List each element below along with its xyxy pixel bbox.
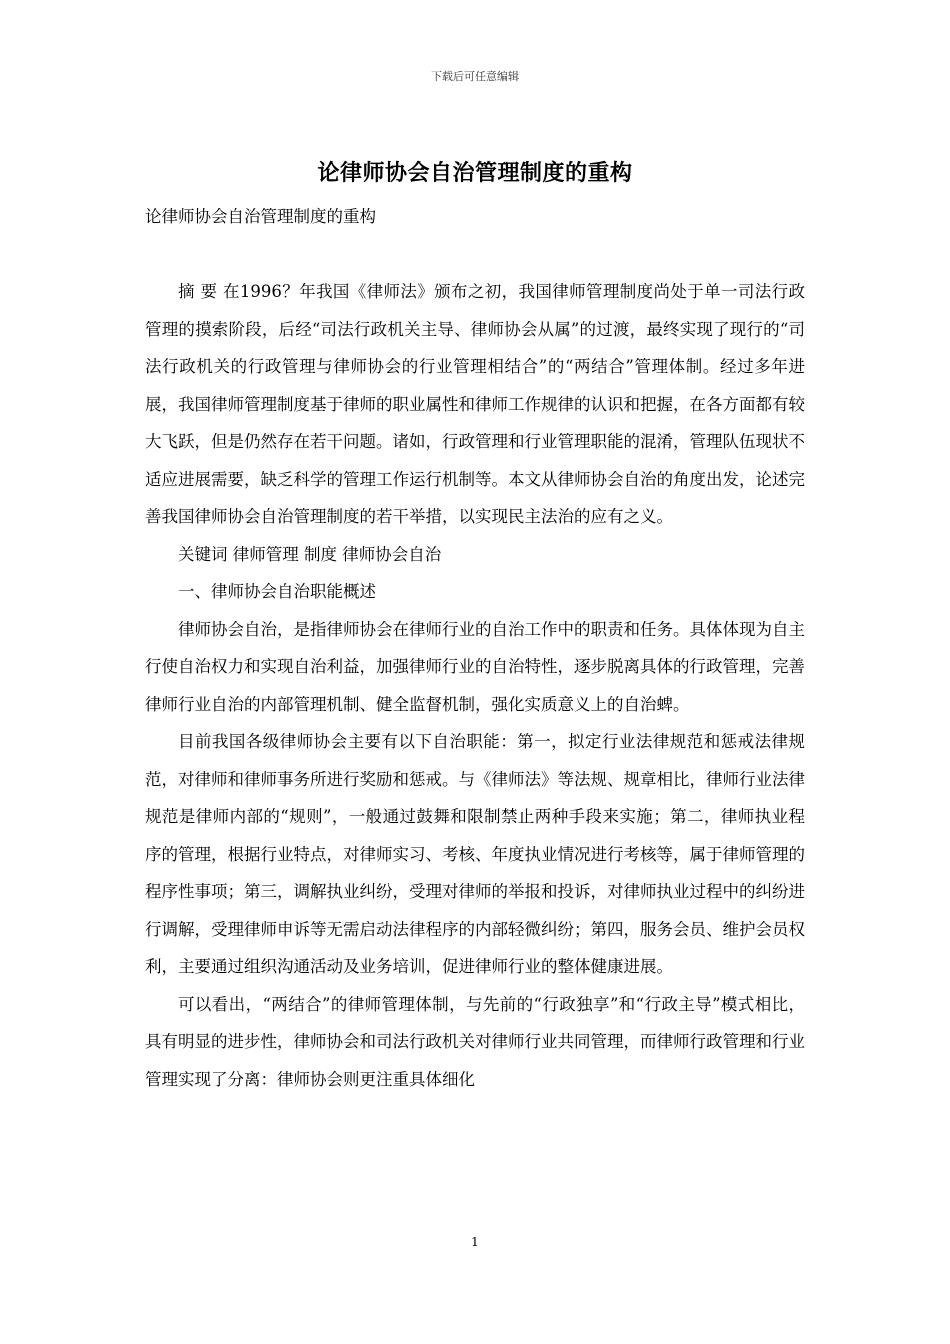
document-title: 论律师协会自治管理制度的重构 (317, 160, 633, 186)
body-paragraph: 可以看出，“两结合”的律师管理体制，与先前的“行政独享”和“行政主导”模式相比，具有明显的进步性，律师协会和司法行政机关对律师行业共同管理，而律师行政管理和行业管理实现了分离：律师协会则更注重具体细化 (145, 994, 805, 1089)
document-body (145, 273, 805, 1098)
page-number: 1 (471, 1235, 479, 1249)
section-heading: 一、律师协会自治职能概述 (178, 582, 376, 601)
body-paragraph: 律师协会自治，是指律师协会在律师行业的自治工作中的职责和任务。具体体现为自主行使自治权力和实现自治利益，加强律师行业的自治特性，逐步脱离具体的行政管理，完善律师行业自治的内部管理机制、健全监督机制，强化实质意义上的自治蜱。 (145, 619, 805, 714)
page-header-note: 下载后可任意编辑 (431, 70, 519, 83)
abstract-paragraph: 摘 要 在1996？年我国《律师法》颁布之初，我国律师管理制度尚处于单一司法行政管理的摸索阶段，后经“司法行政机关主导、律师协会从属”的过渡，最终实现了现行的“司法行政机关的行政管理与律师协会的行业管理相结合”的“两结合”管理体制。经过多年进展，我国律师管理制度基于律师的职业属性和律师工作规律的认识和把握，在各方面都有较大飞跃，但是仍然存在若干问题。诸如，行政管理和行业管理职能的混淆，管理队伍现状不适应进展需要，缺乏科学的管理工作运行机制等。本文从律师协会自治的角度出发，论述完善我国律师协会自治管理制度的若干举措，以实现民主法治的应有之义。 (145, 282, 805, 526)
keywords-paragraph: 关键词 律师管理 制度 律师协会自治 (178, 544, 442, 564)
document-subtitle: 论律师协会自治管理制度的重构 (145, 207, 376, 226)
body-paragraph: 目前我国各级律师协会主要有以下自治职能：第一，拟定行业法律规范和惩戒法律规范，对律师和律师事务所进行奖励和惩戒。与《律师法》等法规、规章相比，律师行业法律规范是律师内部的“规则”，一般通过鼓舞和限制禁止两种手段来实施；第二，律师执业程序的管理，根据行业特点，对律师实习、考核、年度执业情况进行考核等，属于律师管理的程序性事项；第三，调解执业纠纷，受理对律师的举报和投诉，对律师执业过程中的纠纷进行调解，受理律师申诉等无需启动法律程序的内部轻微纠纷；第四，服务会员、维护会员权利，主要通过组织沟通活动及业务培训，促进律师行业的整体健康进展。 (145, 732, 805, 976)
